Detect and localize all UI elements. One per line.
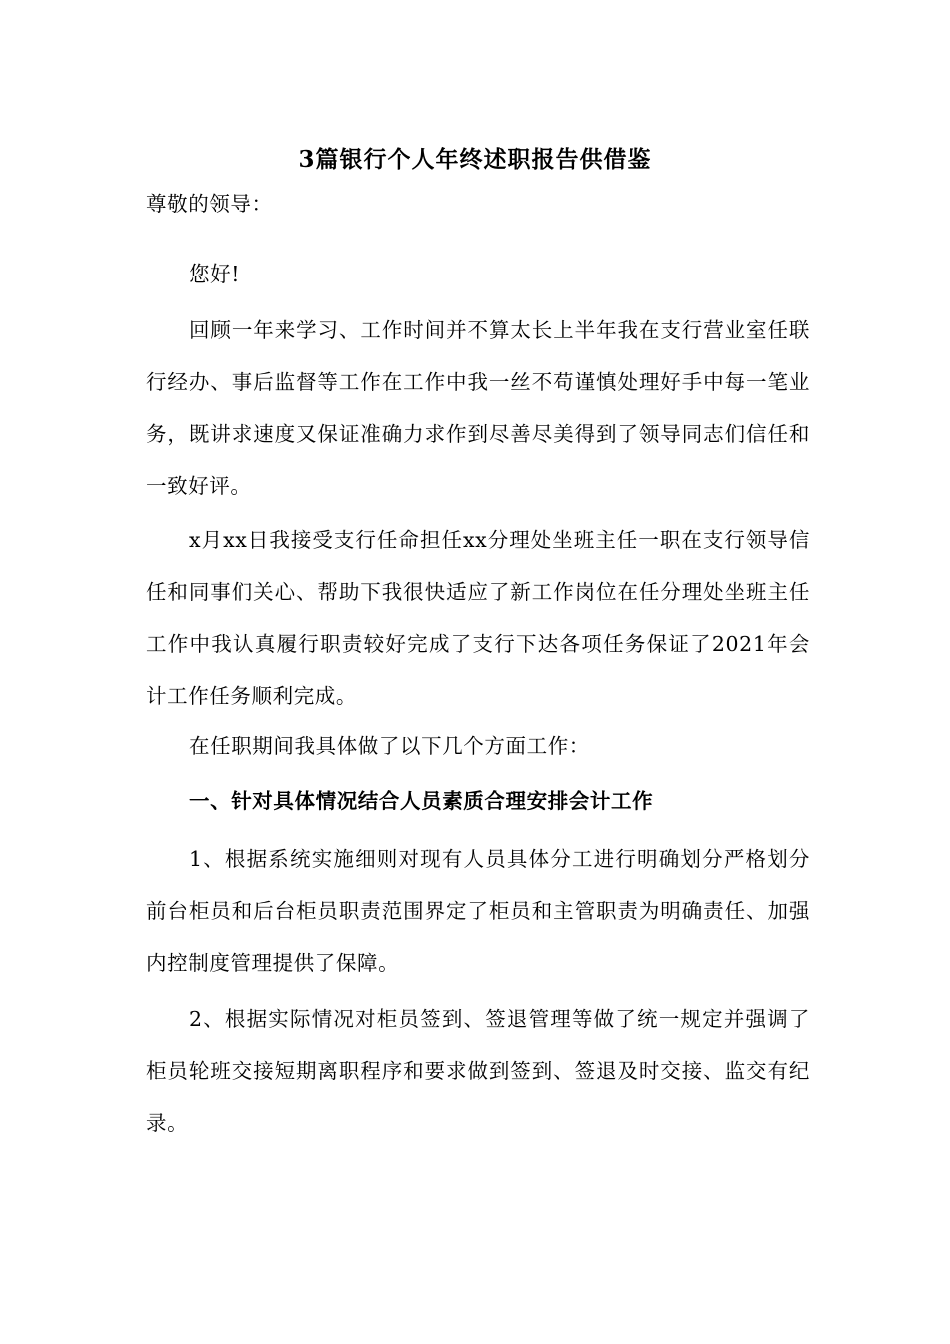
paragraph-review: 回顾一年来学习、工作时间并不算太长上半年我在支行营业室任联行经办、事后监督等工作在工作中我一丝不苟谨慎处理好手中每一笔业务，既讲求速度又保证准确力求作到尽善尽美得到了领导同志们信任和一致好评。: [146, 318, 810, 498]
list-item: 2、根据实际情况对柜员签到、签退管理等做了统一规定并强调了柜员轮班交接短期离职程序和要求做到签到、签退及时交接、监交有纪录。: [146, 1007, 810, 1135]
paragraph-intro-work: 在任职期间我具体做了以下几个方面工作：: [189, 734, 590, 758]
document-title: 3篇银行个人年终述职报告供借鉴: [298, 146, 652, 173]
paragraph-appointment: x月xx日我接受支行任命担任xx分理处坐班主任一职在支行领导信任和同事们关心、帮助下我很快适应了新工作岗位在任分理处坐班主任工作中我认真履行职责较好完成了支行下达各项任务保证了2021年会计工作任务顺利完成。: [146, 528, 810, 708]
greeting: 尊敬的领导：: [146, 192, 273, 216]
salutation: 您好!: [189, 262, 241, 286]
list-item: 1、根据系统实施细则对现有人员具体分工进行明确划分严格划分前台柜员和后台柜员职责范围界定了柜员和主管职责为明确责任、加强内控制度管理提供了保障。: [146, 847, 810, 975]
section-heading: 一、针对具体情况结合人员素质合理安排会计工作: [189, 789, 654, 813]
